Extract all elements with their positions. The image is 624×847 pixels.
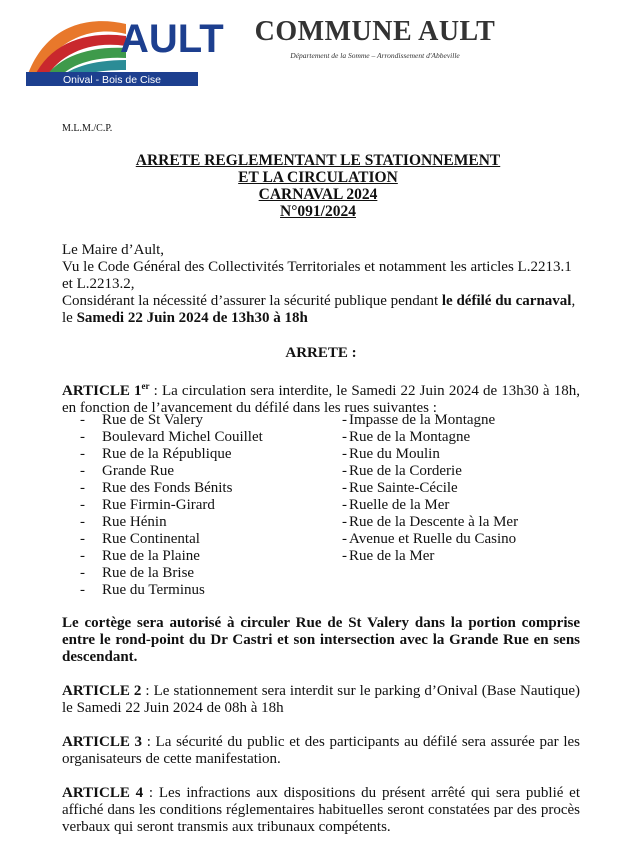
street-item (80, 582, 263, 599)
intro-line: Le Maire d’Ault, (62, 242, 165, 258)
street-name: Rue de la Brise (102, 565, 195, 581)
street-item (342, 548, 518, 565)
bullet-dash: - (342, 429, 347, 445)
bullet-dash: - (80, 480, 85, 496)
street-item (80, 565, 263, 582)
street-item (342, 463, 518, 480)
street-item (80, 514, 263, 531)
street-name: Avenue et Ruelle du Casino (349, 531, 517, 547)
street-name: Rue de la République (102, 446, 232, 462)
article-3: ARTICLE 3 : La sécurité du public et des participants au défilé sera assurée par les organisateurs de cette manifestation. (62, 734, 580, 767)
street-item (80, 548, 263, 565)
street-name: Rue du Terminus (102, 582, 205, 598)
street-name: Rue Firmin-Girard (102, 497, 215, 513)
bullet-dash: - (80, 514, 85, 530)
article-4: ARTICLE 4 : Les infractions aux dispositions du présent arrêté qui sera publié et affiché dans les conditions réglementaires habituelles seront constatées par des procès verbaux qui seront transmis aux tribunaux compétents. (62, 785, 581, 835)
title-line: CARNAVAL 2024 (258, 186, 378, 203)
street-item (342, 412, 518, 429)
article-2: ARTICLE 2 : Le stationnement sera interdit sur le parking d’Onival (Base Nautique) le Samedi 22 Juin 2024 de 08h à 18h (62, 683, 580, 716)
street-name: Rue des Fonds Bénits (102, 480, 233, 496)
bullet-dash: - (342, 548, 347, 564)
bullet-dash: - (80, 548, 85, 564)
cortege-note: Le cortège sera autorisé à circuler Rue de St Valery dans la portion comprise entre le rond-point du Dr Castri et son intersection avec la Grande Rue en sens descendant. (62, 615, 580, 665)
street-item (342, 531, 518, 548)
street-name: Rue de la Plaine (102, 548, 200, 564)
commune-subtitle: Département de la Somme – Arrondissement d'Abbeville (290, 51, 460, 60)
bullet-dash: - (80, 446, 85, 462)
street-name: Boulevard Michel Couillet (102, 429, 263, 445)
bullet-dash: - (80, 463, 85, 479)
street-name: Grande Rue (102, 463, 175, 479)
street-name: Rue Continental (102, 531, 200, 547)
bullet-dash: - (80, 497, 85, 513)
street-name: Rue Sainte-Cécile (349, 480, 458, 496)
street-item (80, 412, 263, 429)
street-item (342, 514, 518, 531)
article-label: ARTICLE 1er (62, 381, 150, 399)
street-name: Rue de la Corderie (349, 463, 462, 479)
street-name: Impasse de la Montagne (349, 412, 496, 428)
street-name: Rue du Moulin (349, 446, 440, 462)
bullet-dash: - (342, 514, 347, 530)
street-item (80, 463, 263, 480)
street-name: Rue de St Valery (102, 412, 203, 428)
article-1: ARTICLE 1er : La circulation sera interdite, le Samedi 22 Juin 2024 de 13h30 à 18h, en fonction de l’avancement du défilé dans les rues suivantes : (62, 381, 580, 416)
street-name: Rue de la Descente à la Mer (349, 514, 519, 530)
street-item (342, 480, 518, 497)
bullet-dash: - (342, 497, 347, 513)
street-item (80, 429, 263, 446)
article-label: ARTICLE 2 (62, 683, 142, 699)
logo-wordmark: AULT (120, 17, 224, 61)
street-list-right (342, 412, 518, 565)
bullet-dash: - (342, 480, 347, 496)
article-label: ARTICLE 3 (62, 734, 143, 750)
intro-line: Vu le Code Général des Collectivités Territoriales et notamment les articles L.2213.1 et L.2213.2, (62, 259, 572, 292)
street-item (342, 429, 518, 446)
street-name: Rue de la Mer (349, 548, 435, 564)
street-list-left (80, 412, 263, 599)
street-item (80, 446, 263, 463)
street-name: Ruelle de la Mer (349, 497, 450, 513)
bullet-dash: - (80, 565, 85, 581)
commune-title: COMMUNE AULT (254, 16, 496, 47)
street-item (80, 531, 263, 548)
bullet-dash: - (342, 531, 347, 547)
reference: M.L.M./C.P. (62, 123, 113, 134)
bullet-dash: - (80, 429, 85, 445)
street-name: Rue Hénin (102, 514, 167, 530)
bullet-dash: - (80, 582, 85, 598)
intro (62, 242, 580, 327)
intro-line: Considérant la nécessité d’assurer la sécurité publique pendant le défilé du carnaval, le Samedi 22 Juin 2024 de 13h30 à 18h (62, 293, 576, 326)
arrete-heading: ARRETE : (285, 345, 357, 361)
bullet-dash: - (80, 412, 85, 428)
logo-subtitle: Onival - Bois de Cise (62, 74, 162, 86)
street-item (80, 497, 263, 514)
street-item (342, 446, 518, 463)
title-line: N°091/2024 (280, 203, 356, 220)
title-line: ARRETE REGLEMENTANT LE STATIONNEMENT (135, 152, 501, 169)
street-item (80, 480, 263, 497)
ault-logo (22, 10, 224, 90)
bullet-dash: - (80, 531, 85, 547)
bullet-dash: - (342, 463, 347, 479)
article-label: ARTICLE 4 (62, 785, 144, 801)
title-line: ET LA CIRCULATION (238, 169, 398, 186)
bullet-dash: - (342, 446, 347, 462)
bullet-dash: - (342, 412, 347, 428)
street-name: Rue de la Montagne (349, 429, 471, 445)
decree-title (62, 152, 574, 220)
street-item (342, 497, 518, 514)
